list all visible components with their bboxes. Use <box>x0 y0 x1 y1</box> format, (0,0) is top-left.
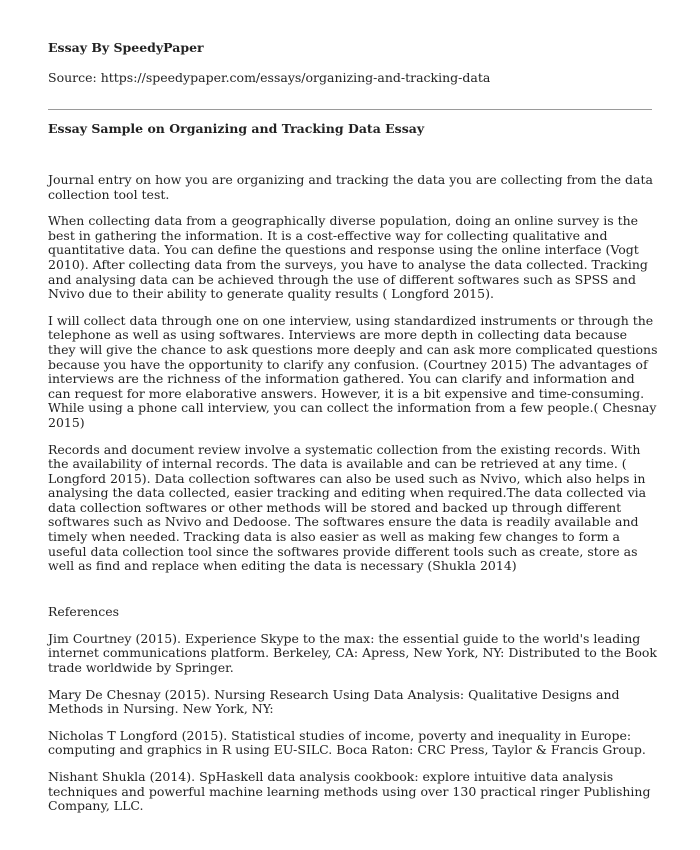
references-heading: References <box>48 603 120 619</box>
reference-item-chesnay: Mary De Chesnay (2015). Nursing Research Using Data Analysis: Qualitative Designs and Methods in Nursing. New York, NY: <box>48 686 620 717</box>
reference-item-courtney: Jim Courtney (2015). Experience Skype to the max: the essential guide to the world's leading internet communications platform. Berkeley, CA: Apress, New York, NY: Distributed to the Book trade worldwide by Springer. <box>48 630 657 676</box>
essay-body <box>48 121 658 826</box>
essay-paragraph-interviews: I will collect data through one on one interview, using standardized instruments or through the telephone as well as using softwares. Interviews are more depth in collecting data because they will give the chance to ask questions more deeply and can ask more complicated questions because you have the opportunity to clarify any confusion. (Courtney 2015) The advantages of interviews are the richness of the information gathered. You can clarify and information and can request for more elaborative answers. However, it is a bit expensive and time-consuming. While using a phone call interview, you can collect the information from a few people.( Chesnay 2015) <box>48 312 658 430</box>
essay-paragraph-intro: Journal entry on how you are organizing and tracking the data you are collecting from the data collection tool test. <box>48 172 653 202</box>
document-source-line: Source: https://speedypaper.com/essays/organizing-and-tracking-data <box>48 70 491 85</box>
essay-paragraph-records: Records and document review involve a systematic collection from the existing records. With the availability of internal records. The data is available and can be retrieved at any time. ( Longford 2015). Data collection softwares can also be used such as Nvivo, which also helps in analysing the data collected, easier tracking and editing when required.The data collected via data collection softwares or other methods will be stored and backed up through different softwares such as Nvivo and Dedoose. The softwares ensure the data is readily available and timely when needed. Tracking data is also easier as well as making few changes to form a useful data collection tool since the softwares provide different tools such as create, store as well as find and replace when editing the data is necessary (Shukla 2014) <box>48 441 647 574</box>
essay-paragraph-surveys: When collecting data from a geographically diverse population, doing an online survey is the best in gathering the information. It is a cost-effective way for collecting qualitative and quantitative data. You can define the questions and response using the online interface (Vogt 2010). After collecting data from the surveys, you have to analyse the data collected. Tracking and analysing data can be achieved through the use of different softwares such as SPSS and Nvivo due to their ability to generate quality results ( Longford 2015). <box>48 213 648 302</box>
document-header <box>48 40 656 86</box>
essay-title: Essay Sample on Organizing and Tracking Data Essay <box>48 121 425 136</box>
reference-item-longford: Nicholas T Longford (2015). Statistical studies of income, poverty and inequality in Europe: computing and graphics in R using EU-SILC. Boca Raton: CRC Press, Taylor & Francis Group. <box>48 727 646 758</box>
header-divider <box>48 109 652 110</box>
document-header-title: Essay By SpeedyPaper <box>48 40 204 55</box>
reference-item-shukla: Nishant Shukla (2014). SpHaskell data analysis cookbook: explore intuitive data analysis techniques and powerful machine learning methods using over 130 practical ringer Publishing Company, LLC. <box>48 769 651 814</box>
